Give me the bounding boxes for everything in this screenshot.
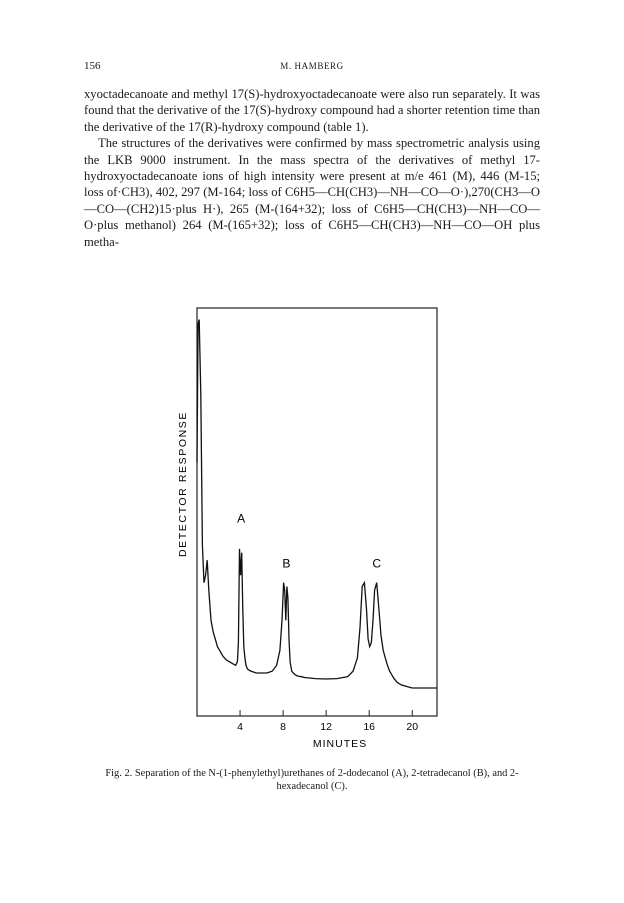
- x-tick-label: 16: [363, 721, 376, 733]
- peak-label-a: A: [237, 511, 246, 526]
- x-tick-label: 12: [320, 721, 332, 733]
- chromatogram-figure: [160, 300, 460, 760]
- page-number: 156: [84, 60, 101, 72]
- x-tick-label: 4: [237, 721, 243, 733]
- chromatogram-trace: [197, 320, 437, 689]
- caption-label: Fig. 2.: [105, 768, 133, 779]
- paragraph-1: xyoctadecanoate and methyl 17(S)-hydroxyoctadecanoate were also run separately. It was found that the derivative of the 17(S)-hydroxy compound had a shorter retention time than the derivative of the 17(R)-hydroxy compound (table 1).: [84, 87, 540, 134]
- paragraph-2: The structures of the derivatives were confirmed by mass spectrometric analysis using the LKB 9000 instrument. In the mass spectra of the derivatives of methyl 17-hydroxyoctadecanoate ions of high intensity were present at m/e 461 (M), 446 (M-15; loss of·CH3), 402, 297 (M-164; loss of C6H5—CH(CH3)—NH—CO—O·),270(CH3—O—CO—(CH2)15·plus H·), 265 (M-(164+32); loss of C6H5—CH(CH3)—NH—CO—O·plus methanol) 264 (M-(165+32); loss of C6H5—CH(CH3)—NH—CO—OH plus metha-: [84, 136, 540, 249]
- x-tick-label: 8: [280, 721, 287, 733]
- running-head: M. HAMBERG: [280, 61, 344, 71]
- x-axis-label: MINUTES: [312, 738, 368, 750]
- peak-label-b: B: [282, 556, 291, 571]
- caption-text: Separation of the N-(1-phenylethyl)urethanes of 2-dodecanol (A), 2-tetradecanol (B), and 2-hexadecanol (C).: [134, 768, 519, 793]
- figure-caption: [84, 767, 540, 794]
- peak-label-c: C: [372, 556, 382, 571]
- plot-frame: [197, 308, 437, 716]
- body-text: [84, 86, 540, 250]
- x-tick-label: 20: [406, 721, 419, 733]
- y-axis-label: DETECTOR RESPONSE: [177, 410, 189, 558]
- chromatogram-chart: [160, 300, 460, 760]
